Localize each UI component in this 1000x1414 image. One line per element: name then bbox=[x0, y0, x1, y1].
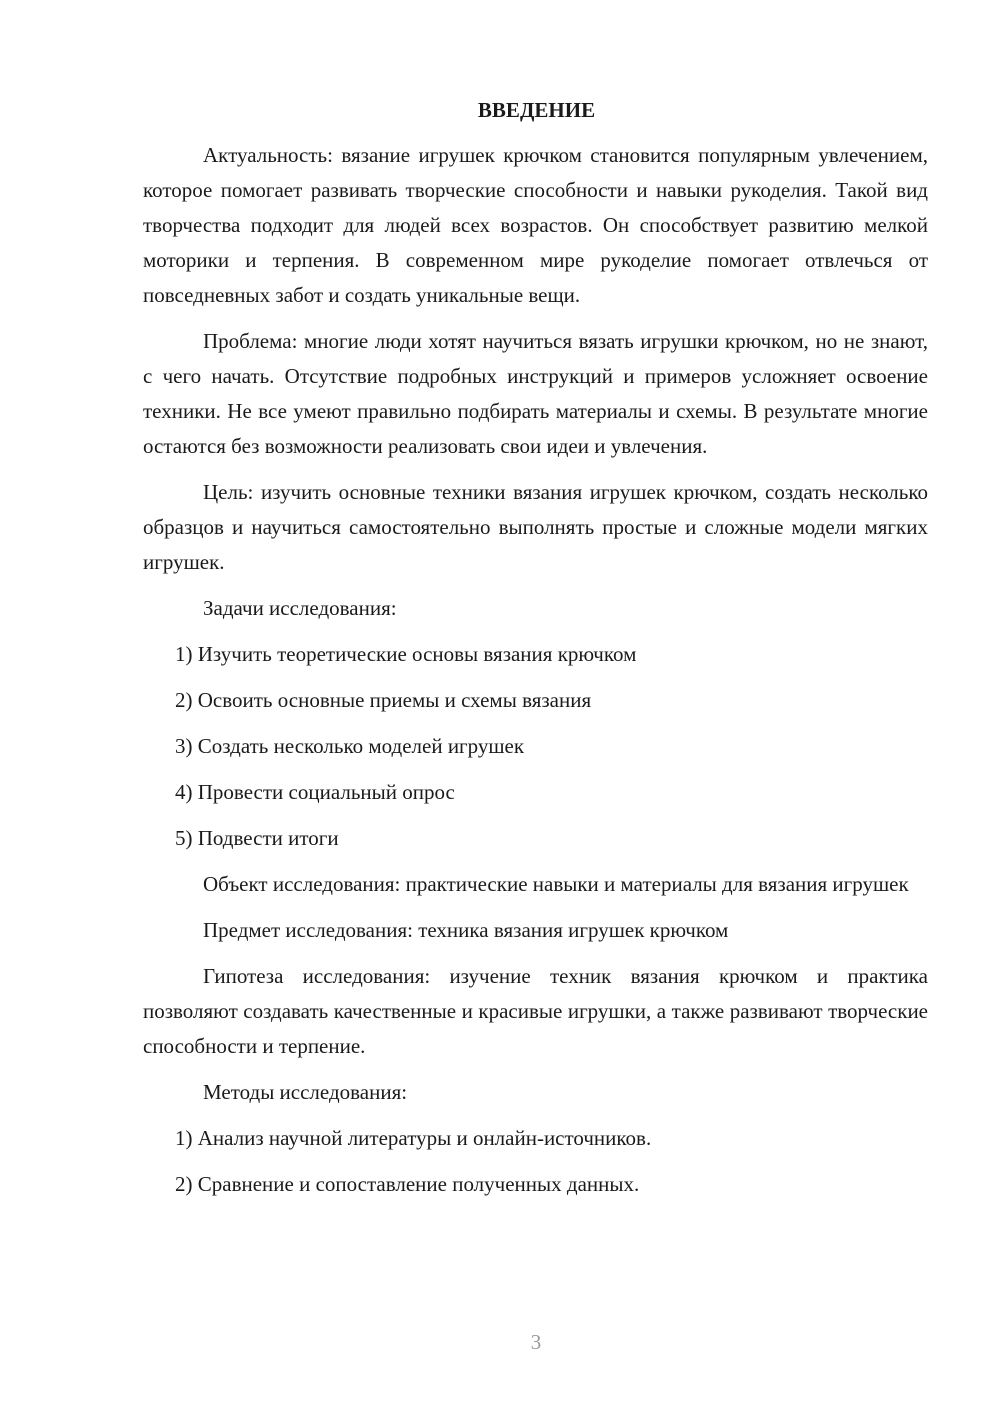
method-item: 2) Сравнение и сопоставление полученных данных. bbox=[175, 1172, 640, 1196]
goal-paragraph: Цель: изучить основные техники вязания игрушек крючком, создать несколько образцов и научиться самостоятельно выполнять простые и сложные модели мягких игрушек. bbox=[143, 480, 928, 574]
section-title: ВВЕДЕНИЕ bbox=[477, 98, 596, 122]
document-page bbox=[143, 92, 928, 1202]
task-item: 1) Изучить теоретические основы вязания крючком bbox=[175, 642, 637, 666]
tasks-list bbox=[143, 637, 928, 856]
task-item: 5) Подвести итоги bbox=[175, 826, 339, 850]
methods-heading: Методы исследования: bbox=[203, 1080, 408, 1104]
task-item: 2) Освоить основные приемы и схемы вязания bbox=[175, 688, 592, 712]
tasks-heading: Задачи исследования: bbox=[203, 596, 397, 620]
page-number: 3 bbox=[530, 1330, 542, 1354]
methods-list bbox=[143, 1121, 928, 1202]
relevance-paragraph: Актуальность: вязание игрушек крючком становится популярным увлечением, которое помогает развивать творческие способности и навыки рукоделия. Такой вид творчества подходит для людей всех возрастов. Он способствует развитию мелкой моторики и терпения. В современном мире рукоделие помогает отвлечься от повседневных забот и создать уникальные вещи. bbox=[143, 143, 928, 307]
object-paragraph: Объект исследования: практические навыки и материалы для вязания игрушек bbox=[203, 872, 909, 896]
task-item: 4) Провести социальный опрос bbox=[175, 780, 455, 804]
method-item: 1) Анализ научной литературы и онлайн-источников. bbox=[175, 1126, 652, 1150]
hypothesis-paragraph: Гипотеза исследования: изучение техник вязания крючком и практика позволяют создавать качественные и красивые игрушки, а также развивают творческие способности и терпение. bbox=[143, 964, 928, 1058]
subject-paragraph: Предмет исследования: техника вязания игрушек крючком bbox=[203, 918, 729, 942]
task-item: 3) Создать несколько моделей игрушек bbox=[175, 734, 525, 758]
problem-paragraph: Проблема: многие люди хотят научиться вязать игрушки крючком, но не знают, с чего начать. Отсутствие подробных инструкций и примеров усложняет освоение техники. Не все умеют правильно подбирать материалы и схемы. В результате многие остаются без возможности реализовать свои идеи и увлечения. bbox=[143, 329, 928, 458]
